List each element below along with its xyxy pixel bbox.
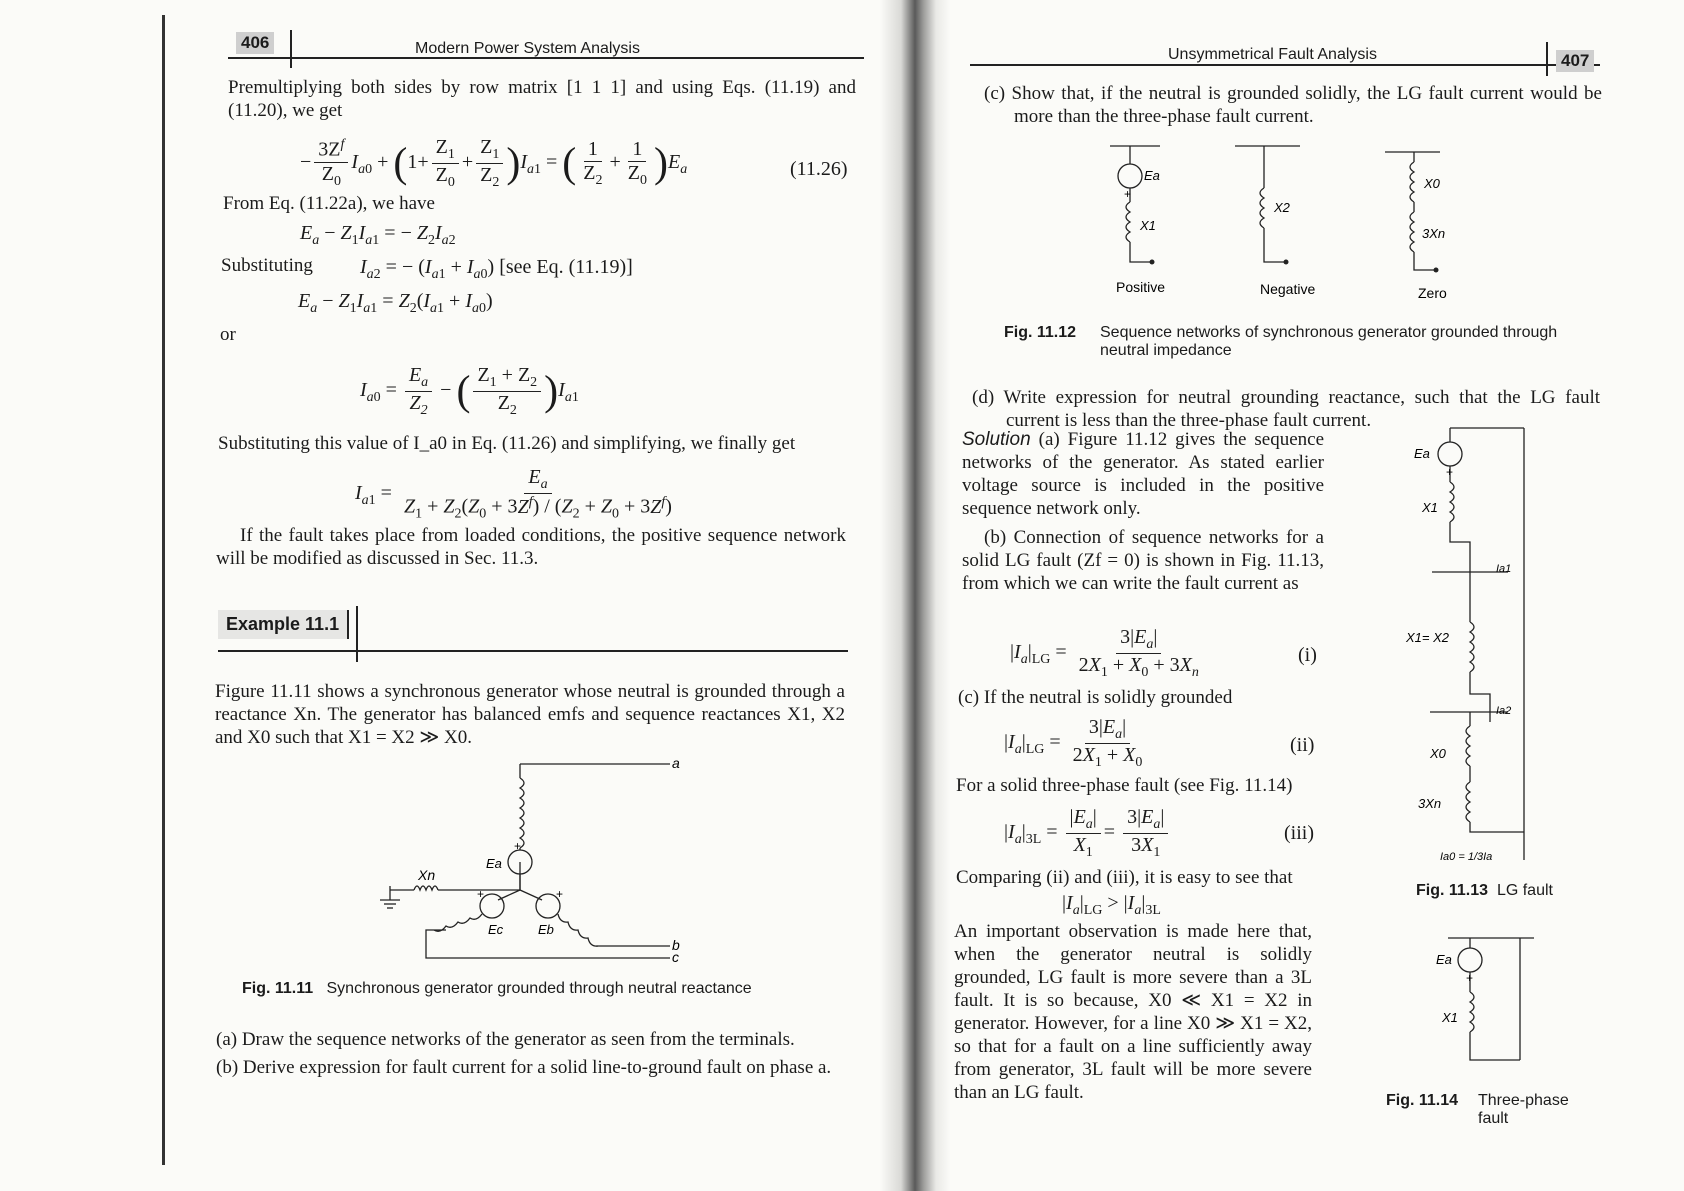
solution-label: Solution <box>962 429 1031 450</box>
fig14-ea-label: Ea <box>1436 952 1452 967</box>
positive-x1-label: X1 <box>1140 218 1156 233</box>
terminal-a-label: a <box>672 755 680 771</box>
fig-11-13-diagram <box>1400 422 1540 862</box>
equation-inequality: $|I_a|_{LG} > |I_a|_{3L}$ <box>1062 892 1161 918</box>
see-eq-reference: [see Eq. (11.19)] <box>499 256 633 278</box>
zero-x0-label: X0 <box>1424 176 1440 191</box>
left-running-head: Modern Power System Analysis <box>415 40 640 57</box>
solid-three-phase-text: For a solid three-phase fault (see Fig. 11.14) <box>956 775 1293 796</box>
equation-ii-number: (ii) <box>1290 734 1315 756</box>
fig-11-14-diagram <box>1430 930 1540 1070</box>
question-d-text: (d) Write expression for neutral grounding reactance, such that the LG fault current is less than the three-phase fault current. <box>972 387 1600 431</box>
right-header-rule <box>970 64 1600 66</box>
fig-11-12-label: Fig. 11.12 <box>1004 324 1077 341</box>
equation-11-26-number: (11.26) <box>790 158 848 180</box>
question-a-text: (a) Draw the sequence networks of the generator as seen from the terminals. <box>216 1029 795 1050</box>
solution-b-text: (b) Connection of sequence networks for a solid LG fault (Zf = 0) is shown in Fig. 11.13, from which we can write the fault current as <box>962 527 1324 594</box>
left-fault-loaded-text: If the fault takes place from loaded conditions, the positive sequence network will be modified as discussed in Sec. 11.3. <box>216 525 846 569</box>
fig-11-12-diagram <box>1100 140 1480 310</box>
fig13-ia0-label: Ia0 = 1/3Ia <box>1440 851 1493 862</box>
solution-block <box>962 428 1324 520</box>
left-header-tick <box>290 30 292 68</box>
zero-label: Zero <box>1418 285 1447 301</box>
solution-c-text: (c) If the neutral is solidly grounded <box>958 687 1233 708</box>
comparing-text: Comparing (ii) and (iii), it is easy to see that <box>956 867 1293 888</box>
fig13-x0-label: X0 <box>1430 746 1446 761</box>
page-edge-line <box>162 15 165 1165</box>
fig-11-11-caption <box>242 980 752 998</box>
fig-11-14-label: Fig. 11.14 <box>1386 1092 1459 1109</box>
fig-11-11-caption-text: Synchronous generator grounded through neutral reactance <box>326 980 752 997</box>
equation-i: $|I_a|_{LG}$ = $\frac{3|E_a|}{2X_1 + X_0 + 3X_n}$ <box>1010 626 1199 681</box>
fig-11-13-caption <box>1416 882 1553 900</box>
equation-iii: $|I_a|_{3L}$ = $\frac{|E_a|}{X_1}$ = $\frac{3|E_a|}{3X_1}$ <box>1004 806 1171 861</box>
equation-ea-z1ia1: $E_a - Z_1I_{a1}$ = − $Z_2I_{a2}$ <box>300 222 456 248</box>
ec-label: Ec <box>488 922 504 937</box>
svg-text:+: + <box>1446 465 1454 479</box>
fig-11-14-caption <box>1386 1092 1586 1128</box>
equation-iii-number: (iii) <box>1284 822 1314 844</box>
positive-ea-label: Ea <box>1144 168 1160 183</box>
positive-plus-sign: + <box>1124 187 1132 201</box>
equation-ia2: $I_{a2}$ = − $(I_{a1} + I_{a0})$ [see Eq. (11.19)] <box>360 256 633 282</box>
equation-ia1-final: $I_{a1}$ = $\frac{E_a}{Z_1 + Z_2(Z_0 + 3Z^f) / (Z_2 + Z_0 + 3Z^f)}$ <box>355 466 672 522</box>
equation-11-26: − $\frac{3Z^f}{Z_0}$ $I_{a0} + (1+$ $\frac{Z_1}{Z_0}$ + $\frac{Z_1}{Z_2}$ )$I_{a1}$ = ( $\frac{1}{Z_2}$ + $\frac{1}{Z_0}$ )$E_a$ <box>300 136 688 191</box>
equation-i-number: (i) <box>1298 644 1317 666</box>
example-tick <box>356 606 358 662</box>
fig-11-14-caption-text: Three-phase fault <box>1478 1092 1569 1127</box>
fig-11-11-label: Fig. 11.11 <box>242 980 314 997</box>
book-gutter <box>880 0 950 1191</box>
svg-text:+: + <box>477 887 485 901</box>
eb-label: Eb <box>538 922 554 937</box>
fig-11-12-caption-text: Sequence networks of synchronous generator grounded through neutral impedance <box>1100 324 1558 359</box>
right-header-tick <box>1546 42 1548 76</box>
example-label: Example 11.1 <box>218 610 349 639</box>
terminal-c-label: c <box>672 949 679 965</box>
right-running-head: Unsymmetrical Fault Analysis <box>1168 46 1377 63</box>
solution-a-text: (a) Figure 11.12 gives the sequence networks of the generator. As stated earlier voltage source is included in the positive sequence network only. <box>962 429 1325 519</box>
svg-text:+: + <box>514 839 522 853</box>
fig-11-13-caption-text: LG fault <box>1496 882 1553 899</box>
zero-3xn-label: 3Xn <box>1422 226 1446 241</box>
fig13-ia2-label: Ia2 <box>1496 705 1512 717</box>
question-c-text: (c) Show that, if the neutral is grounded solidly, the LG fault current would be more than the three-phase fault current. <box>984 83 1602 127</box>
terminal-b-label: b <box>672 937 680 953</box>
example-rule <box>218 650 848 652</box>
right-page-number: 407 <box>1556 50 1594 72</box>
ea-label: Ea <box>486 856 502 871</box>
negative-x2-label: X2 <box>1274 200 1290 215</box>
svg-text:+: + <box>1466 971 1474 985</box>
equation-ii: $|I_a|_{LG}$ = $\frac{3|E_a|}{2X_1 + X_0}$ <box>1004 716 1143 771</box>
left-intro-text: Premultiplying both sides by row matrix [1 1 1] and using Eqs. (11.19) and (11.20), we get <box>228 77 856 121</box>
fig13-ia1-label: Ia1 <box>1496 563 1512 575</box>
left-substituting-value-text: Substituting this value of I_a0 in Eq. (11.26) and simplifying, we finally get <box>218 433 796 454</box>
example-problem-text: Figure 11.11 shows a synchronous generator whose neutral is grounded through a reactance Xn. The generator has balanced emfs and sequence reactances X1, X2 and X0 such that X1 = X2 ≫ X0. <box>215 681 845 748</box>
left-substituting-label: Substituting <box>221 255 313 276</box>
observation-text: An important observation is made here that, when the generator neutral is solidly grounded, LG fault is more severe than a 3L fault. It is so because, X0 ≪ X1 = X2 in generator. However, for a line X0 ≫ X1 = X2, so that for a fault on a line sufficiently away from generator, 3L fault will be more severe than an LG fault. <box>954 921 1312 1103</box>
fig13-3xn-label: 3Xn <box>1418 796 1442 811</box>
negative-label: Negative <box>1260 281 1316 297</box>
fig-11-11-diagram <box>370 750 690 970</box>
fig13-x1x2-label: X1= X2 <box>1406 630 1450 645</box>
fig13-x1-label: X1 <box>1422 500 1438 515</box>
positive-label: Positive <box>1116 279 1166 295</box>
left-from-eq-text: From Eq. (11.22a), we have <box>223 193 435 214</box>
fig-11-12-caption <box>1004 324 1604 360</box>
fig14-x1-label: X1 <box>1442 1010 1458 1025</box>
equation-ia0: $I_{a0}$ = $\frac{E_a}{Z_2}$ − ( $\frac{Z_1 + Z_2}{Z_2}$ )$I_{a1}$ <box>360 364 579 419</box>
fig13-ea-label: Ea <box>1414 446 1430 461</box>
left-or-label: or <box>220 324 236 345</box>
left-page-number: 406 <box>236 32 274 54</box>
equation-ea-z2: $E_a - Z_1I_{a1} = Z_2(I_{a1} + I_{a0})$ <box>298 290 493 316</box>
fig-11-13-label: Fig. 11.13 <box>1416 882 1489 899</box>
svg-text:+: + <box>556 887 564 901</box>
xn-label: Xn <box>418 867 436 883</box>
question-b-text: (b) Derive expression for fault current for a solid line-to-ground fault on phase a. <box>216 1057 832 1078</box>
